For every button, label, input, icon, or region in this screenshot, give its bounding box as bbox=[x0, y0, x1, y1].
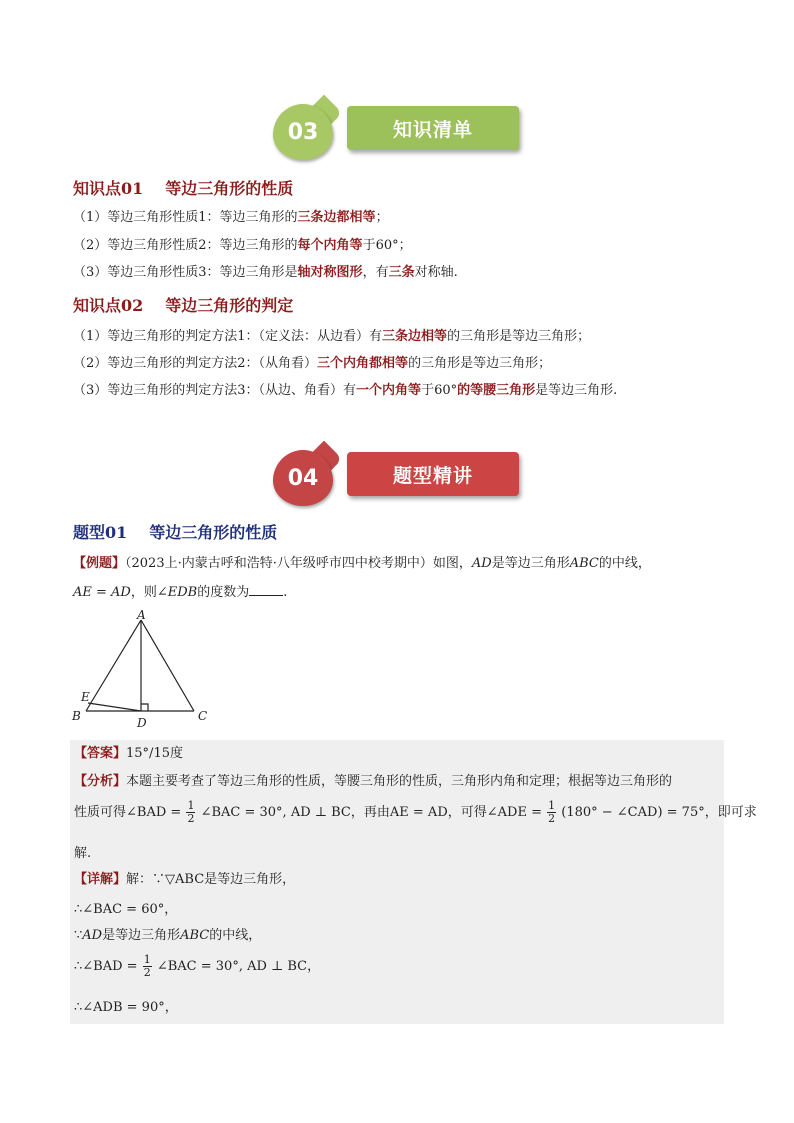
analysis-line-2: 性质可得∠BAD = $\frac{1}{2}$ ∠BAC = 30°, AD ⊥ BC，再由AE = AD，可得∠ADE = $\frac{1}{2}$ (180° − ∠CAD) = 75°，即可求 bbox=[74, 799, 757, 825]
side-ab bbox=[86, 620, 141, 711]
solution-box bbox=[70, 740, 757, 1024]
detail-line-2: ∴∠BAC = 60°， bbox=[74, 902, 178, 917]
label-c: C bbox=[198, 709, 208, 723]
detail-line-3: ∵AD是等边三角形ABC的中线， bbox=[74, 928, 262, 943]
knowledge-heading-01: 知识点01 等边三角形的性质 bbox=[73, 179, 294, 198]
answer-blank bbox=[249, 583, 283, 596]
right-angle-mark bbox=[141, 704, 148, 711]
section-title: 知识清单 bbox=[347, 106, 519, 150]
triangle-figure bbox=[66, 608, 216, 732]
section-banner-04 bbox=[273, 450, 523, 506]
label-b: B bbox=[72, 709, 81, 723]
label-a: A bbox=[137, 608, 146, 622]
label-d: D bbox=[137, 716, 147, 730]
answer-line: 【答案】15°/15度 bbox=[74, 746, 183, 761]
detail-line-1: 【详解】解：∵▽ABC是等边三角形， bbox=[74, 872, 296, 887]
segment-ed bbox=[88, 703, 141, 711]
section-badge: 04 bbox=[273, 450, 333, 506]
type-heading: 题型01 等边三角形的性质 bbox=[73, 523, 278, 542]
section-banner-03 bbox=[273, 104, 523, 160]
knowledge-item: （1）等边三角形性质1：等边三角形的三条边都相等； bbox=[73, 210, 389, 225]
knowledge-item: （3）等边三角形的判定方法3：（从边、角看）有一个内角等于60°的等腰三角形是等边三角形. bbox=[73, 383, 618, 398]
fraction-half: $\frac{1}{2}$ bbox=[143, 953, 151, 979]
knowledge-item: （2）等边三角形的判定方法2：（从角看）三个内角都相等的三角形是等边三角形； bbox=[73, 356, 552, 371]
analysis-line-3: 解. bbox=[74, 846, 92, 861]
analysis-line-1: 【分析】本题主要考查了等边三角形的性质，等腰三角形的性质，三角形内角和定理；根据等边三角形的 bbox=[74, 774, 673, 789]
label-e: E bbox=[81, 690, 90, 704]
knowledge-item: （1）等边三角形的判定方法1：（定义法：从边看）有三条边相等的三角形是等边三角形； bbox=[73, 329, 591, 344]
example-line-2: AE = AD，则∠EDB的度数为 . bbox=[73, 585, 288, 600]
section-badge: 03 bbox=[273, 104, 333, 160]
knowledge-heading-02: 知识点02 等边三角形的判定 bbox=[73, 296, 294, 315]
fraction-half: $\frac{1}{2}$ bbox=[548, 799, 556, 825]
detail-line-5: ∴∠ADB = 90°， bbox=[74, 1000, 178, 1015]
fraction-half: $\frac{1}{2}$ bbox=[187, 799, 195, 825]
knowledge-item: （3）等边三角形性质3：等边三角形是轴对称图形，有三条对称轴. bbox=[73, 265, 458, 280]
knowledge-item: （2）等边三角形性质2：等边三角形的每个内角等于60°； bbox=[73, 238, 412, 253]
section-title: 题型精讲 bbox=[347, 452, 519, 496]
side-ac bbox=[141, 620, 194, 711]
detail-line-4: ∴∠BAD = $\frac{1}{2}$ ∠BAC = 30°, AD ⊥ BC， bbox=[74, 953, 321, 979]
example-line-1: 【例题】（2023上·内蒙古呼和浩特·八年级呼市四中校考期中）如图，AD是等边三角形ABC的中线， bbox=[73, 556, 651, 571]
